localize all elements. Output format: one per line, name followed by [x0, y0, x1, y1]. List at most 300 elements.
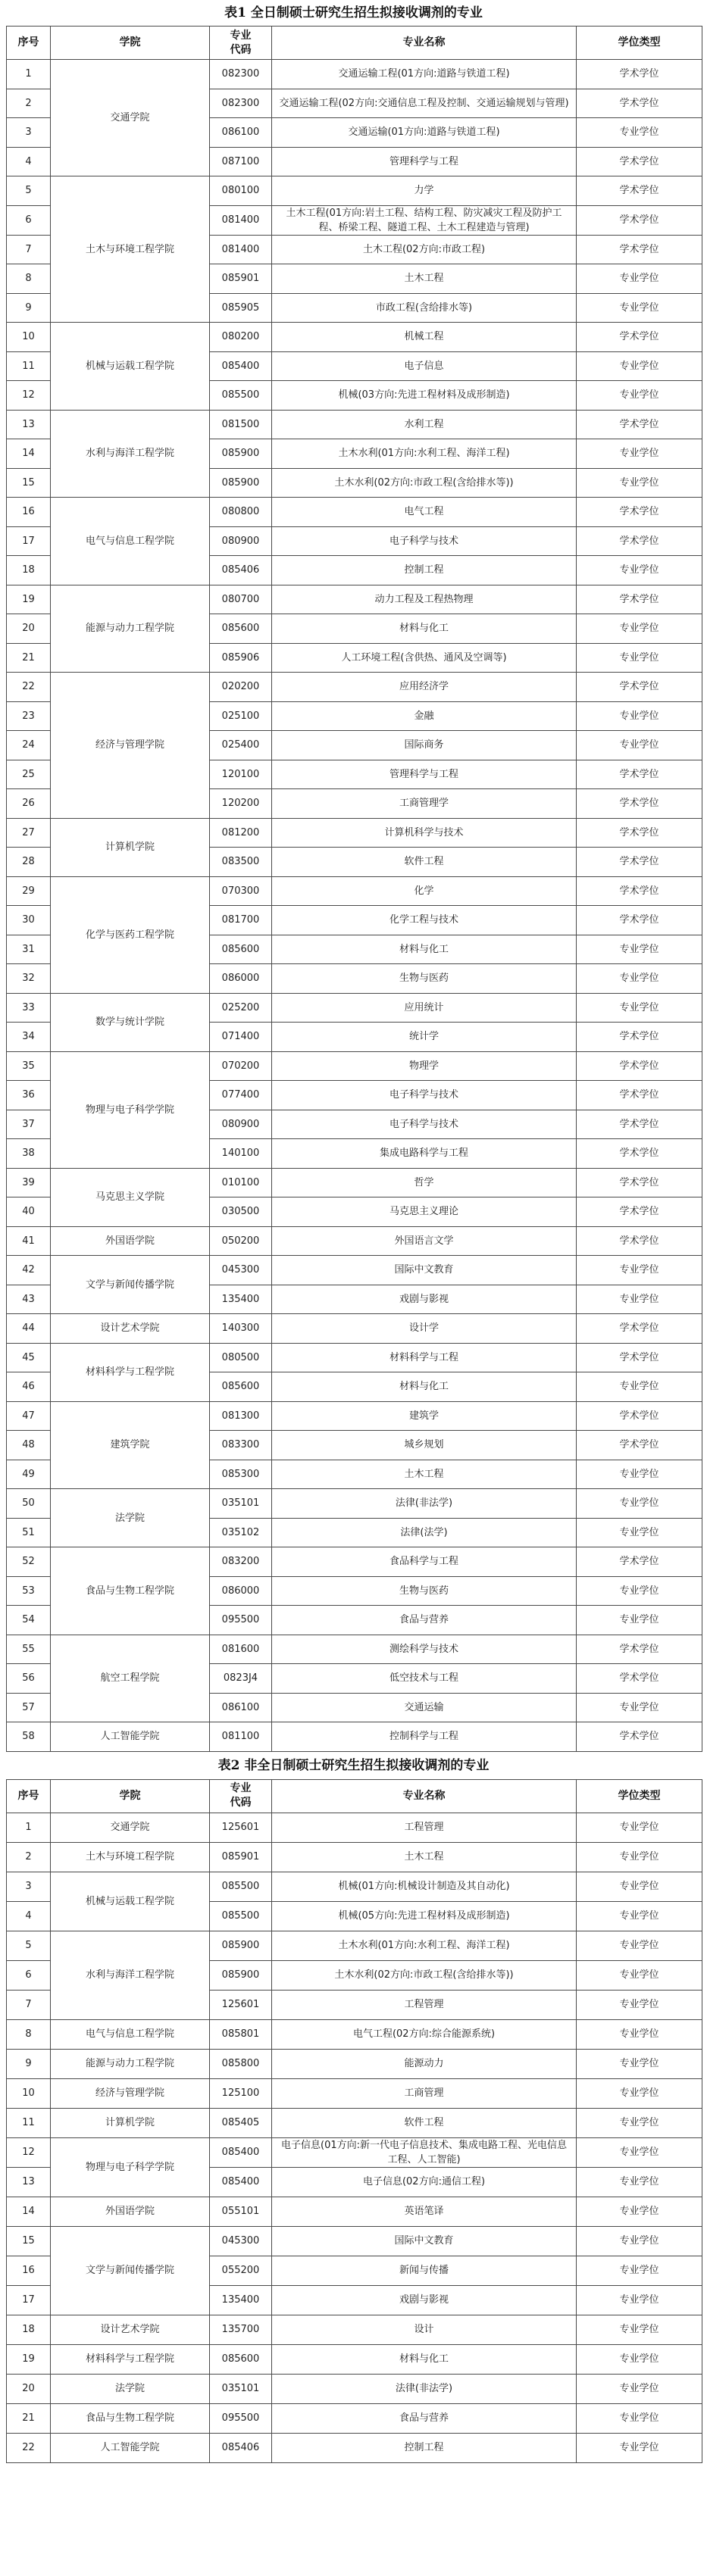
college-cell: 计算机学院 — [51, 818, 210, 876]
major-code-cell: 086100 — [210, 118, 272, 148]
major-name-cell: 工商管理 — [272, 2078, 577, 2108]
degree-type-cell: 专业学位 — [577, 2315, 702, 2344]
degree-type-cell: 学术学位 — [577, 1314, 702, 1344]
table-row — [7, 2344, 702, 2374]
header-college: 学院 — [51, 1779, 210, 1813]
major-name-cell: 机械(03方向:先进工程材料及成形制造) — [272, 381, 577, 411]
row-number-cell: 11 — [7, 351, 51, 381]
major-code-cell: 055101 — [210, 2197, 272, 2226]
row-number-cell: 49 — [7, 1460, 51, 1489]
major-code-cell: 080100 — [210, 176, 272, 206]
fulltime-majors-table — [6, 26, 702, 1752]
row-number-cell: 16 — [7, 498, 51, 527]
college-cell: 食品与生物工程学院 — [51, 1547, 210, 1635]
major-code-cell: 085905 — [210, 293, 272, 323]
college-cell: 人工智能学院 — [51, 2433, 210, 2462]
table-row — [7, 1051, 702, 1081]
row-number-cell: 29 — [7, 876, 51, 906]
row-number-cell: 6 — [7, 205, 51, 235]
degree-type-cell: 学术学位 — [577, 1226, 702, 1256]
major-code-cell: 085500 — [210, 381, 272, 411]
row-number-cell: 3 — [7, 1872, 51, 1901]
college-cell: 食品与生物工程学院 — [51, 2403, 210, 2433]
row-number-cell: 42 — [7, 1256, 51, 1285]
table-row — [7, 1813, 702, 1842]
major-name-cell: 应用统计 — [272, 993, 577, 1023]
major-code-cell: 070200 — [210, 1051, 272, 1081]
degree-type-cell: 专业学位 — [577, 1489, 702, 1519]
degree-type-cell: 专业学位 — [577, 439, 702, 469]
row-number-cell: 1 — [7, 1813, 51, 1842]
major-code-cell: 125601 — [210, 1813, 272, 1842]
table2-body — [7, 1813, 702, 2462]
major-name-cell: 英语笔译 — [272, 2197, 577, 2226]
row-number-cell: 53 — [7, 1576, 51, 1606]
major-name-cell: 土木水利(01方向:水利工程、海洋工程) — [272, 1931, 577, 1960]
table-row — [7, 1343, 702, 1372]
degree-type-cell: 专业学位 — [577, 381, 702, 411]
table-row — [7, 673, 702, 702]
degree-type-cell: 学术学位 — [577, 176, 702, 206]
row-number-cell: 14 — [7, 2197, 51, 2226]
major-code-cell: 085400 — [210, 2167, 272, 2197]
row-number-cell: 45 — [7, 1343, 51, 1372]
degree-type-cell: 专业学位 — [577, 2403, 702, 2433]
row-number-cell: 15 — [7, 2226, 51, 2256]
college-cell: 法学院 — [51, 1489, 210, 1547]
degree-type-cell: 学术学位 — [577, 760, 702, 789]
major-code-cell: 080800 — [210, 498, 272, 527]
major-name-cell: 集成电路科学与工程 — [272, 1139, 577, 1169]
major-code-cell: 135400 — [210, 1285, 272, 1314]
major-code-cell: 085300 — [210, 1460, 272, 1489]
row-number-cell: 9 — [7, 2049, 51, 2078]
major-name-cell: 食品科学与工程 — [272, 1547, 577, 1577]
row-number-cell: 9 — [7, 293, 51, 323]
major-name-cell: 电子信息 — [272, 351, 577, 381]
row-number-cell: 36 — [7, 1081, 51, 1110]
degree-type-cell: 学术学位 — [577, 906, 702, 935]
major-code-cell: 035101 — [210, 2374, 272, 2403]
college-cell: 经济与管理学院 — [51, 673, 210, 819]
major-name-cell: 交通运输(01方向:道路与铁道工程) — [272, 118, 577, 148]
degree-type-cell: 专业学位 — [577, 351, 702, 381]
row-number-cell: 58 — [7, 1722, 51, 1752]
major-code-cell: 082300 — [210, 60, 272, 89]
major-code-cell: 085600 — [210, 614, 272, 644]
major-name-cell: 交通运输 — [272, 1693, 577, 1722]
table1-title: 表1 全日制硕士研究生招生拟接收调剂的专业 — [224, 5, 483, 20]
college-cell: 外国语学院 — [51, 1226, 210, 1256]
table-row — [7, 1489, 702, 1519]
degree-type-cell: 专业学位 — [577, 2049, 702, 2078]
table-row — [7, 2226, 702, 2256]
major-code-cell: 085400 — [210, 351, 272, 381]
degree-type-cell: 专业学位 — [577, 1842, 702, 1872]
major-code-cell: 085900 — [210, 1960, 272, 1990]
degree-type-cell: 专业学位 — [577, 964, 702, 994]
major-name-cell: 材料与化工 — [272, 1372, 577, 1402]
degree-type-cell: 学术学位 — [577, 1431, 702, 1460]
degree-type-cell: 学术学位 — [577, 1081, 702, 1110]
row-number-cell: 10 — [7, 2078, 51, 2108]
college-cell: 外国语学院 — [51, 2197, 210, 2226]
major-name-cell: 化学 — [272, 876, 577, 906]
table-row — [7, 993, 702, 1023]
row-number-cell: 17 — [7, 526, 51, 556]
major-code-cell: 085600 — [210, 1372, 272, 1402]
major-code-cell: 081300 — [210, 1401, 272, 1431]
major-name-cell: 材料与化工 — [272, 935, 577, 964]
major-code-cell: 080900 — [210, 526, 272, 556]
row-number-cell: 2 — [7, 89, 51, 118]
row-number-cell: 16 — [7, 2256, 51, 2285]
row-number-cell: 50 — [7, 1489, 51, 1519]
major-name-cell: 测绘科学与技术 — [272, 1635, 577, 1664]
major-name-cell: 食品与营养 — [272, 1606, 577, 1635]
row-number-cell: 14 — [7, 439, 51, 469]
degree-type-cell: 学术学位 — [577, 1722, 702, 1752]
college-cell: 电气与信息工程学院 — [51, 2019, 210, 2049]
row-number-cell: 25 — [7, 760, 51, 789]
degree-type-cell: 学术学位 — [577, 1343, 702, 1372]
table-row — [7, 1256, 702, 1285]
table-row — [7, 2019, 702, 2049]
row-number-cell: 21 — [7, 2403, 51, 2433]
college-cell: 交通学院 — [51, 60, 210, 176]
degree-type-cell: 专业学位 — [577, 1606, 702, 1635]
college-cell: 机械与运载工程学院 — [51, 323, 210, 411]
row-number-cell: 18 — [7, 2315, 51, 2344]
college-cell: 法学院 — [51, 2374, 210, 2403]
major-code-cell: 120100 — [210, 760, 272, 789]
major-code-cell: 085906 — [210, 643, 272, 673]
major-name-cell: 材料与化工 — [272, 2344, 577, 2374]
major-name-cell: 工商管理学 — [272, 789, 577, 819]
degree-type-cell: 专业学位 — [577, 2019, 702, 2049]
college-cell: 经济与管理学院 — [51, 2078, 210, 2108]
row-number-cell: 10 — [7, 323, 51, 352]
major-name-cell: 生物与医药 — [272, 964, 577, 994]
major-code-cell: 071400 — [210, 1023, 272, 1052]
table-row — [7, 1168, 702, 1197]
row-number-cell: 7 — [7, 235, 51, 264]
row-number-cell: 44 — [7, 1314, 51, 1344]
major-name-cell: 电子信息(01方向:新一代电子信息技术、集成电路工程、光电信息工程、人工智能) — [272, 2137, 577, 2167]
header-code: 专业 代码 — [210, 1779, 272, 1813]
major-name-cell: 人工环境工程(含供热、通风及空调等) — [272, 643, 577, 673]
header-no: 序号 — [7, 27, 51, 60]
major-name-cell: 市政工程(含给排水等) — [272, 293, 577, 323]
row-number-cell: 34 — [7, 1023, 51, 1052]
major-code-cell: 025100 — [210, 701, 272, 731]
major-name-cell: 低空技术与工程 — [272, 1664, 577, 1694]
college-cell: 物理与电子科学学院 — [51, 1051, 210, 1168]
degree-type-cell: 学术学位 — [577, 60, 702, 89]
major-name-cell: 法律(非法学) — [272, 1489, 577, 1519]
row-number-cell: 31 — [7, 935, 51, 964]
row-number-cell: 12 — [7, 381, 51, 411]
degree-type-cell: 专业学位 — [577, 1931, 702, 1960]
major-name-cell: 国际中文教育 — [272, 2226, 577, 2256]
degree-type-cell: 专业学位 — [577, 2137, 702, 2167]
degree-type-cell: 学术学位 — [577, 1547, 702, 1577]
row-number-cell: 6 — [7, 1960, 51, 1990]
major-name-cell: 电子科学与技术 — [272, 1081, 577, 1110]
table-row — [7, 2049, 702, 2078]
degree-type-cell: 学术学位 — [577, 1110, 702, 1139]
degree-type-cell: 学术学位 — [577, 673, 702, 702]
major-code-cell: 083500 — [210, 848, 272, 877]
table-row — [7, 1226, 702, 1256]
major-code-cell: 020200 — [210, 673, 272, 702]
major-name-cell: 工程管理 — [272, 1990, 577, 2019]
college-cell: 数学与统计学院 — [51, 993, 210, 1051]
row-number-cell: 33 — [7, 993, 51, 1023]
major-code-cell: 030500 — [210, 1197, 272, 1227]
major-code-cell: 125601 — [210, 1990, 272, 2019]
major-name-cell: 设计学 — [272, 1314, 577, 1344]
degree-type-cell: 学术学位 — [577, 1023, 702, 1052]
major-code-cell: 082300 — [210, 89, 272, 118]
major-code-cell: 085500 — [210, 1901, 272, 1931]
college-cell: 计算机学院 — [51, 2108, 210, 2137]
degree-type-cell: 学术学位 — [577, 1139, 702, 1169]
major-code-cell: 085900 — [210, 1931, 272, 1960]
degree-type-cell: 专业学位 — [577, 1256, 702, 1285]
college-cell: 物理与电子科学学院 — [51, 2137, 210, 2197]
row-number-cell: 4 — [7, 147, 51, 176]
row-number-cell: 19 — [7, 2344, 51, 2374]
major-code-cell: 095500 — [210, 1606, 272, 1635]
degree-type-cell: 专业学位 — [577, 2374, 702, 2403]
degree-type-cell: 学术学位 — [577, 235, 702, 264]
row-number-cell: 23 — [7, 701, 51, 731]
major-name-cell: 电子科学与技术 — [272, 1110, 577, 1139]
header-type: 学位类型 — [577, 1779, 702, 1813]
major-name-cell: 电子科学与技术 — [272, 526, 577, 556]
major-code-cell: 085800 — [210, 2049, 272, 2078]
major-code-cell: 080700 — [210, 585, 272, 614]
major-name-cell: 土木水利(01方向:水利工程、海洋工程) — [272, 439, 577, 469]
degree-type-cell: 专业学位 — [577, 1872, 702, 1901]
row-number-cell: 1 — [7, 60, 51, 89]
major-name-cell: 机械(01方向:机械设计制造及其自动化) — [272, 1872, 577, 1901]
college-cell: 材料科学与工程学院 — [51, 1343, 210, 1401]
major-name-cell: 机械工程 — [272, 323, 577, 352]
degree-type-cell: 专业学位 — [577, 118, 702, 148]
table-row — [7, 2315, 702, 2344]
college-cell: 材料科学与工程学院 — [51, 2344, 210, 2374]
major-code-cell: 135400 — [210, 2285, 272, 2315]
degree-type-cell: 学术学位 — [577, 818, 702, 848]
degree-type-cell: 学术学位 — [577, 1168, 702, 1197]
header-name: 专业名称 — [272, 27, 577, 60]
major-name-cell: 计算机科学与技术 — [272, 818, 577, 848]
table-row — [7, 1842, 702, 1872]
row-number-cell: 27 — [7, 818, 51, 848]
major-code-cell: 081700 — [210, 906, 272, 935]
table-header-row — [7, 1779, 702, 1813]
major-name-cell: 新闻与传播 — [272, 2256, 577, 2285]
major-name-cell: 交通运输工程(02方向:交通信息工程及控制、交通运输规划与管理) — [272, 89, 577, 118]
row-number-cell: 8 — [7, 264, 51, 294]
major-code-cell: 086100 — [210, 1693, 272, 1722]
degree-type-cell: 学术学位 — [577, 1197, 702, 1227]
degree-type-cell: 专业学位 — [577, 1372, 702, 1402]
table-row — [7, 1872, 702, 1901]
major-code-cell: 085405 — [210, 2108, 272, 2137]
major-name-cell: 国际中文教育 — [272, 1256, 577, 1285]
row-number-cell: 39 — [7, 1168, 51, 1197]
degree-type-cell: 学术学位 — [577, 205, 702, 235]
major-name-cell: 软件工程 — [272, 2108, 577, 2137]
degree-type-cell: 学术学位 — [577, 789, 702, 819]
degree-type-cell: 专业学位 — [577, 264, 702, 294]
major-name-cell: 材料科学与工程 — [272, 1343, 577, 1372]
major-code-cell: 025400 — [210, 731, 272, 760]
table-row — [7, 2137, 702, 2167]
major-code-cell: 085500 — [210, 1872, 272, 1901]
degree-type-cell: 学术学位 — [577, 585, 702, 614]
degree-type-cell: 专业学位 — [577, 2108, 702, 2137]
major-code-cell: 085600 — [210, 2344, 272, 2374]
table-row — [7, 176, 702, 206]
degree-type-cell: 专业学位 — [577, 1990, 702, 2019]
degree-type-cell: 专业学位 — [577, 2433, 702, 2462]
degree-type-cell: 学术学位 — [577, 1635, 702, 1664]
row-number-cell: 8 — [7, 2019, 51, 2049]
major-code-cell: 055200 — [210, 2256, 272, 2285]
row-number-cell: 4 — [7, 1901, 51, 1931]
row-number-cell: 28 — [7, 848, 51, 877]
degree-type-cell: 专业学位 — [577, 1518, 702, 1547]
college-cell: 土木与环境工程学院 — [51, 176, 210, 323]
major-name-cell: 材料与化工 — [272, 614, 577, 644]
major-name-cell: 外国语言文学 — [272, 1226, 577, 1256]
row-number-cell: 46 — [7, 1372, 51, 1402]
row-number-cell: 55 — [7, 1635, 51, 1664]
college-cell: 交通学院 — [51, 1813, 210, 1842]
college-cell: 航空工程学院 — [51, 1635, 210, 1722]
degree-type-cell: 专业学位 — [577, 2226, 702, 2256]
college-cell: 电气与信息工程学院 — [51, 498, 210, 585]
degree-type-cell: 专业学位 — [577, 1960, 702, 1990]
row-number-cell: 54 — [7, 1606, 51, 1635]
college-cell: 水利与海洋工程学院 — [51, 410, 210, 498]
major-code-cell: 035102 — [210, 1518, 272, 1547]
major-code-cell: 010100 — [210, 1168, 272, 1197]
major-code-cell: 081400 — [210, 235, 272, 264]
degree-type-cell: 专业学位 — [577, 1693, 702, 1722]
major-code-cell: 085801 — [210, 2019, 272, 2049]
major-name-cell: 马克思主义理论 — [272, 1197, 577, 1227]
major-code-cell: 083300 — [210, 1431, 272, 1460]
major-code-cell: 0823J4 — [210, 1664, 272, 1694]
row-number-cell: 38 — [7, 1139, 51, 1169]
college-cell: 设计艺术学院 — [51, 1314, 210, 1344]
college-cell: 设计艺术学院 — [51, 2315, 210, 2344]
header-no: 序号 — [7, 1779, 51, 1813]
major-code-cell: 085406 — [210, 2433, 272, 2462]
row-number-cell: 30 — [7, 906, 51, 935]
table-row — [7, 2108, 702, 2137]
major-name-cell: 土木工程(01方向:岩土工程、结构工程、防灾减灾工程及防护工程、桥梁工程、隧道工程、土木工程建造与管理) — [272, 205, 577, 235]
major-code-cell: 077400 — [210, 1081, 272, 1110]
table-row — [7, 410, 702, 439]
major-name-cell: 水利工程 — [272, 410, 577, 439]
college-cell: 马克思主义学院 — [51, 1168, 210, 1226]
degree-type-cell: 学术学位 — [577, 876, 702, 906]
college-cell: 能源与动力工程学院 — [51, 2049, 210, 2078]
major-code-cell: 085600 — [210, 935, 272, 964]
row-number-cell: 11 — [7, 2108, 51, 2137]
degree-type-cell: 专业学位 — [577, 935, 702, 964]
table-row — [7, 1931, 702, 1960]
major-code-cell: 045300 — [210, 2226, 272, 2256]
table-row — [7, 1635, 702, 1664]
major-name-cell: 法律(非法学) — [272, 2374, 577, 2403]
row-number-cell: 37 — [7, 1110, 51, 1139]
college-cell: 化学与医药工程学院 — [51, 876, 210, 993]
major-name-cell: 电子信息(02方向:通信工程) — [272, 2167, 577, 2197]
table-row — [7, 1314, 702, 1344]
degree-type-cell: 专业学位 — [577, 701, 702, 731]
degree-type-cell: 学术学位 — [577, 323, 702, 352]
table-row — [7, 818, 702, 848]
major-name-cell: 土木工程 — [272, 264, 577, 294]
degree-type-cell: 专业学位 — [577, 1460, 702, 1489]
major-name-cell: 控制工程 — [272, 2433, 577, 2462]
major-name-cell: 物理学 — [272, 1051, 577, 1081]
table-row — [7, 60, 702, 89]
row-number-cell: 5 — [7, 1931, 51, 1960]
major-name-cell: 建筑学 — [272, 1401, 577, 1431]
row-number-cell: 32 — [7, 964, 51, 994]
table-row — [7, 1401, 702, 1431]
major-code-cell: 050200 — [210, 1226, 272, 1256]
major-name-cell: 交通运输工程(01方向:道路与铁道工程) — [272, 60, 577, 89]
table1-body — [7, 60, 702, 1752]
header-college: 学院 — [51, 27, 210, 60]
row-number-cell: 5 — [7, 176, 51, 206]
degree-type-cell: 学术学位 — [577, 848, 702, 877]
major-code-cell: 083200 — [210, 1547, 272, 1577]
major-code-cell: 087100 — [210, 147, 272, 176]
degree-type-cell: 学术学位 — [577, 526, 702, 556]
row-number-cell: 2 — [7, 1842, 51, 1872]
major-code-cell: 080900 — [210, 1110, 272, 1139]
major-code-cell: 140100 — [210, 1139, 272, 1169]
major-name-cell: 力学 — [272, 176, 577, 206]
major-name-cell: 食品与营养 — [272, 2403, 577, 2433]
major-name-cell: 哲学 — [272, 1168, 577, 1197]
major-code-cell: 035101 — [210, 1489, 272, 1519]
major-name-cell: 法律(法学) — [272, 1518, 577, 1547]
degree-type-cell: 专业学位 — [577, 993, 702, 1023]
row-number-cell: 56 — [7, 1664, 51, 1694]
parttime-majors-table — [6, 1779, 702, 2463]
degree-type-cell: 专业学位 — [577, 2285, 702, 2315]
major-name-cell: 土木工程 — [272, 1842, 577, 1872]
degree-type-cell: 学术学位 — [577, 1664, 702, 1694]
college-cell: 土木与环境工程学院 — [51, 1842, 210, 1872]
major-name-cell: 土木水利(02方向:市政工程(含给排水等)) — [272, 468, 577, 498]
major-name-cell: 控制工程 — [272, 556, 577, 585]
row-number-cell: 7 — [7, 1990, 51, 2019]
row-number-cell: 13 — [7, 410, 51, 439]
major-code-cell: 095500 — [210, 2403, 272, 2433]
